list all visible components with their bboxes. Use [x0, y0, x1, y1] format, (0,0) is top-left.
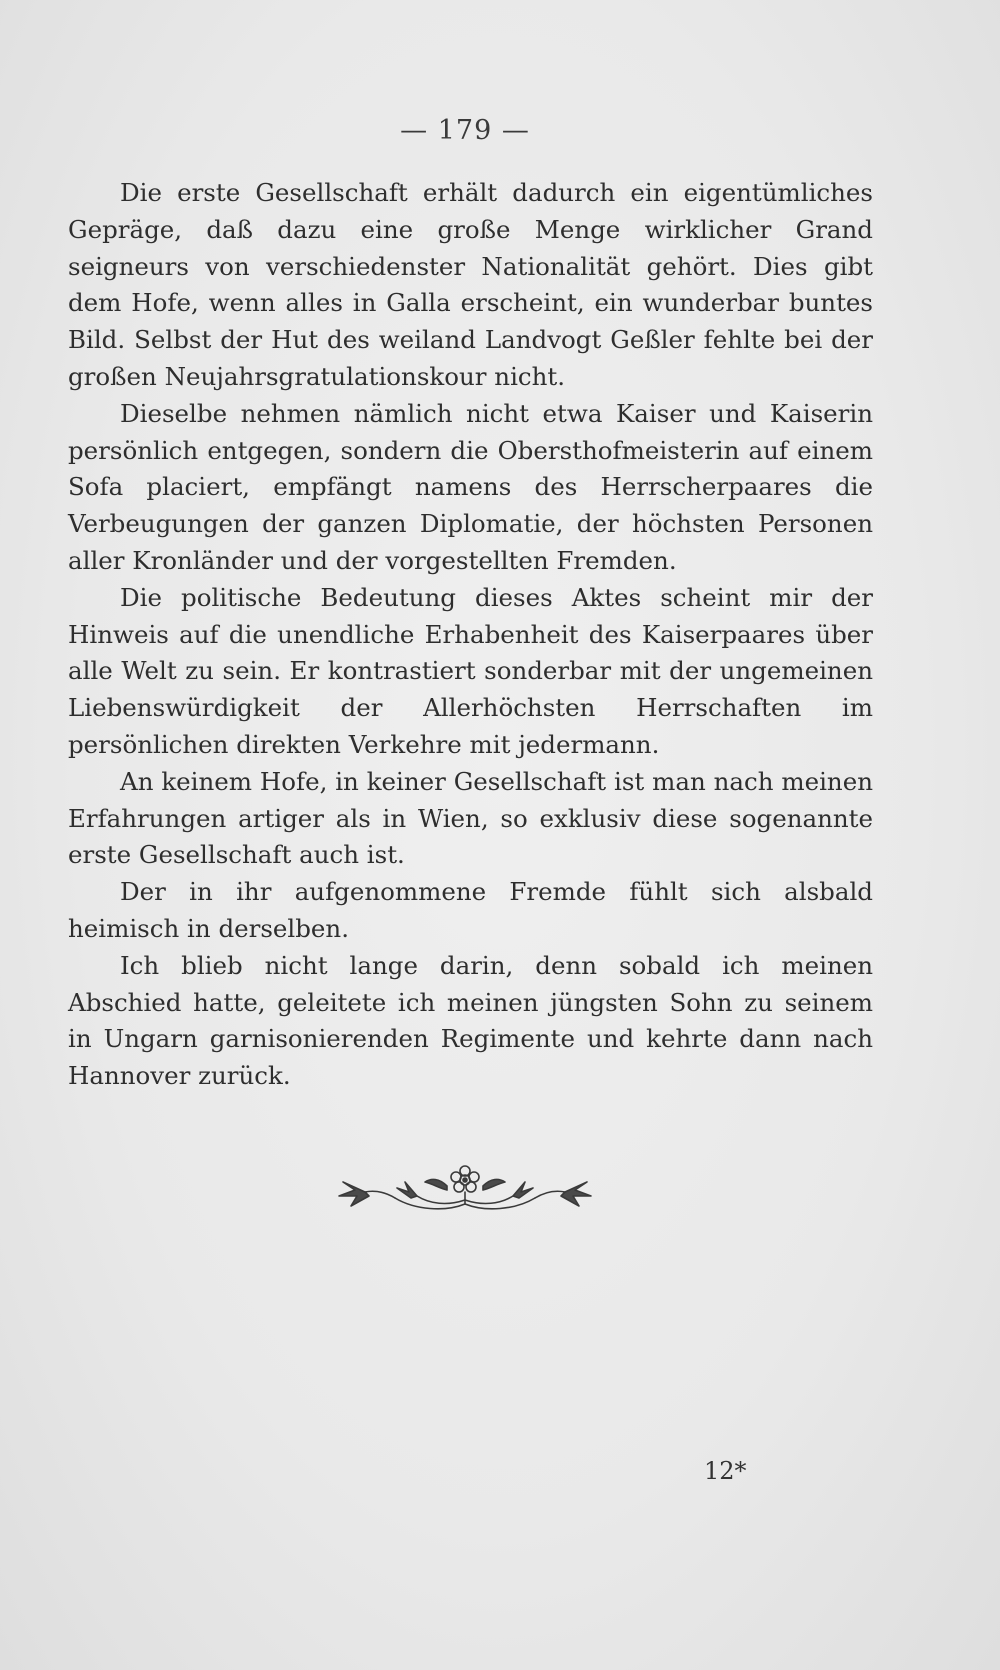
body-text [68, 175, 873, 1095]
paragraph: An keinem Hofe, in keiner Gesellschaft ist man nach meinen Erfahrungen artiger als in Wien, so exklusiv diese sogenannte erste Gesellschaft auch ist. [68, 766, 873, 870]
paragraph: Dieselbe nehmen nämlich nicht etwa Kaiser und Kaiserin persönlich entgegen, sondern die Obersthofmeisterin auf einem Sofa placiert, empfängt namens des Herrscherpaares die Verbeugungen der ganzen Diplomatie, der höchsten Personen aller Kronländer und der vorgestellten Fremden. [68, 398, 873, 575]
floral-vignette-icon [335, 1160, 595, 1220]
signature-mark: 12* [704, 1457, 747, 1485]
paragraph: Die politische Bedeutung dieses Aktes scheint mir der Hinweis auf die unendliche Erhabenheit des Kaiserpaares über alle Welt zu sein. Er kontrastiert sonderbar mit der ungemeinen Liebenswürdigkeit der Allerhöchsten Herrschaften im persönlichen direkten Verkehre mit jedermann. [68, 582, 873, 759]
paragraph: Ich blieb nicht lange darin, denn sobald ich meinen Abschied hatte, geleitete ich meinen jüngsten Sohn zu seinem in Ungarn garnisonierenden Regimente und kehrte dann nach Hannover zurück. [68, 950, 873, 1091]
paragraph: Die erste Gesellschaft erhält dadurch ein eigentümliches Gepräge, daß dazu eine große Menge wirklicher Grand seigneurs von verschiedenster Nationalität gehört. Dies gibt dem Hofe, wenn alles in Galla erscheint, ein wunderbar buntes Bild. Selbst der Hut des weiland Landvogt Geßler fehlte bei der großen Neujahrsgratulationskour nicht. [68, 178, 873, 391]
paragraph: Der in ihr aufgenommene Fremde fühlt sich alsbald heimisch in derselben. [68, 877, 873, 943]
page-number: — 179 — [400, 115, 530, 146]
